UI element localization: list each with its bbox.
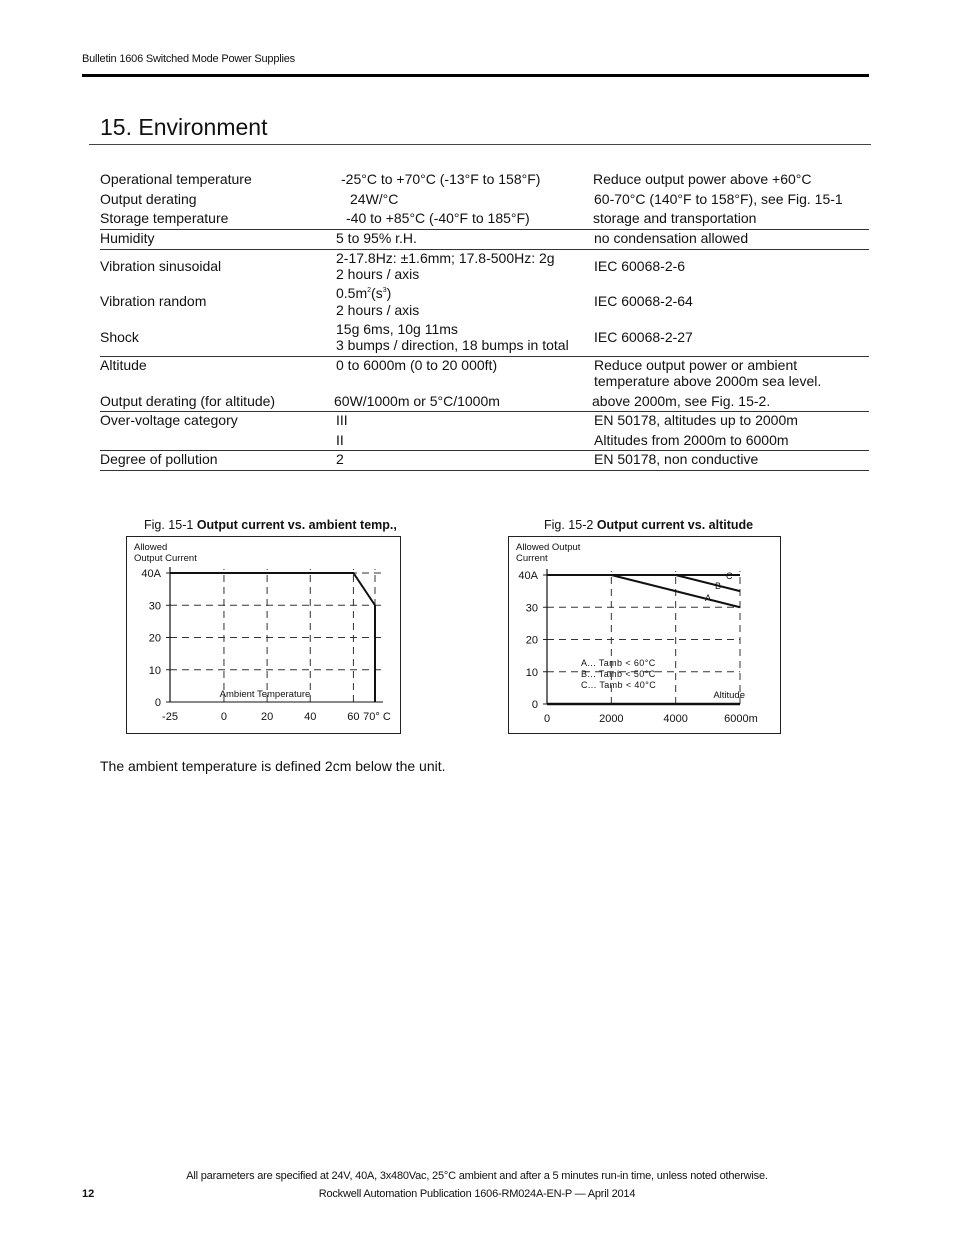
row-label: Vibration sinusoidal — [100, 258, 222, 274]
table-row — [100, 250, 869, 285]
row-label: Altitude — [100, 357, 147, 373]
y-tick-label: 0 — [531, 699, 538, 711]
ambient-note: The ambient temperature is defined 2cm below the unit. — [100, 758, 446, 774]
row-value: 60W/1000m or 5°C/1000m — [334, 393, 500, 409]
row-value: 0 to 6000m (0 to 20 000ft) — [336, 357, 498, 373]
fig2-caption-title: Output current vs. altitude — [596, 518, 754, 532]
footer-note: All parameters are specified at 24V, 40A, 3x480Vac, 25°C ambient and after a 5 minutes run-in time, unless noted otherwise. — [186, 1170, 768, 1182]
y-tick-label: 0 — [154, 697, 161, 709]
series-label-c: C — [726, 571, 733, 581]
fig1-caption — [144, 518, 397, 532]
row-value: 2 — [336, 451, 344, 467]
table-row — [100, 210, 869, 230]
table-row — [100, 357, 869, 393]
row-label: Degree of pollution — [100, 451, 218, 467]
series-line-a — [547, 575, 740, 607]
x-tick-label: 6000m — [724, 713, 758, 725]
fig1-chart-svg — [127, 537, 400, 733]
row-value-line2: 2 hours / axis — [336, 302, 420, 318]
x-tick-label: 60 — [347, 711, 360, 723]
y-tick-label: 20 — [525, 634, 538, 647]
row-value: $0.5m^2(s^3)$ — [336, 285, 392, 301]
y-tick-label: 10 — [525, 666, 538, 679]
table-row — [100, 285, 869, 321]
fig1-chart — [126, 536, 401, 734]
row-note: above 2000m, see Fig. 15-2. — [592, 393, 771, 409]
row-label: Output derating (for altitude) — [100, 393, 276, 409]
row-label: Output derating — [100, 191, 197, 207]
table-row — [100, 451, 869, 471]
row-label: Vibration random — [100, 293, 207, 309]
row-value: -40 to +85°C (-40°F to 185°F) — [346, 210, 530, 226]
y-tick-label: 30 — [525, 602, 538, 615]
row-label: Humidity — [100, 230, 155, 246]
row-note: EN 50178, non conductive — [594, 451, 759, 467]
x-axis-label: Ambient Temperature — [219, 689, 311, 700]
row-label: Operational temperature — [100, 171, 252, 187]
y-tick-label: 40A — [518, 570, 538, 582]
row-value: 24W/°C — [350, 191, 399, 207]
table-row — [100, 432, 869, 451]
table-row — [100, 412, 869, 432]
running-head: Bulletin 1606 Switched Mode Power Supplies — [82, 53, 295, 65]
row-note: Reduce output power or ambient — [594, 357, 798, 373]
x-tick-label: 4000 — [663, 713, 688, 725]
y-axis-label: Output Current — [134, 553, 197, 564]
fig2-chart-svg — [509, 537, 780, 733]
row-value: III — [336, 412, 348, 428]
row-note-line2: temperature above 2000m sea level. — [594, 373, 822, 389]
y-tick-label: 30 — [148, 600, 161, 613]
title-rule — [89, 144, 871, 145]
row-value: 15g 6ms, 10g 11ms — [336, 321, 458, 337]
page-number: 12 — [82, 1188, 95, 1200]
row-value-line2: 3 bumps / direction, 18 bumps in total — [336, 337, 569, 353]
row-note: IEC 60068-2-6 — [594, 258, 686, 274]
header-rule — [82, 74, 869, 77]
y-tick-label: 10 — [148, 664, 161, 677]
footer-publication: Rockwell Automation Publication 1606-RM024A-EN-P — April 2014 — [318, 1188, 636, 1200]
table-row — [100, 321, 869, 357]
y-axis-label: Current — [516, 553, 548, 564]
row-value: II — [336, 432, 344, 448]
table-row — [100, 393, 869, 412]
series-label-a: A — [705, 593, 712, 603]
row-note: storage and transportation — [593, 210, 757, 226]
row-note: IEC 60068-2-64 — [594, 293, 693, 309]
fig2-chart — [508, 536, 781, 734]
row-note: EN 50178, altitudes up to 2000m — [594, 412, 798, 428]
row-note: 60-70°C (140°F to 158°F), see Fig. 15-1 — [594, 191, 843, 207]
row-note: IEC 60068-2-27 — [594, 329, 693, 345]
x-tick-label: -25 — [162, 711, 178, 723]
fig1-caption-title: Output current vs. ambient temp., — [196, 518, 397, 532]
row-note: Altitudes from 2000m to 6000m — [594, 432, 789, 448]
row-value-line2: 2 hours / axis — [336, 266, 420, 282]
x-tick-label: 0 — [220, 711, 228, 723]
y-tick-label: 20 — [148, 632, 161, 645]
fig1-caption-prefix: Fig. 15-1 — [144, 518, 194, 532]
row-value: -25°C to +70°C (-13°F to 158°F) — [341, 171, 541, 187]
y-axis-label: Allowed Output — [516, 542, 581, 553]
row-label: Shock — [100, 329, 139, 345]
section-title: 15. Environment — [100, 114, 268, 140]
row-label: Over-voltage category — [100, 412, 238, 428]
x-tick-label: 20 — [260, 711, 274, 723]
x-axis-label: Altitude — [713, 690, 745, 701]
fig2-caption — [544, 518, 753, 532]
x-tick-label: 0 — [543, 713, 551, 725]
series-label-b: B — [715, 581, 722, 591]
row-value: 2-17.8Hz: ±1.6mm; 17.8-500Hz: 2g — [336, 250, 555, 266]
row-note: Reduce output power above +60°C — [593, 171, 812, 187]
row-note: no condensation allowed — [594, 230, 749, 246]
table-row — [100, 171, 869, 191]
x-tick-label: 40 — [304, 711, 317, 723]
y-tick-label: 40A — [141, 568, 161, 580]
x-tick-label: 2000 — [599, 713, 624, 725]
table-row — [100, 230, 869, 250]
legend-entry: C... Tamb < 40°C — [581, 680, 657, 690]
legend-entry: B... Tamb < 50°C — [581, 669, 656, 679]
x-tick-label: 70° C — [363, 711, 391, 723]
y-axis-label: Allowed — [134, 542, 168, 553]
fig2-caption-prefix: Fig. 15-2 — [544, 518, 594, 532]
table-row — [100, 191, 869, 210]
row-value: 5 to 95% r.H. — [336, 230, 417, 246]
legend-entry: A... Tamb < 60°C — [581, 658, 656, 668]
row-label: Storage temperature — [100, 210, 229, 226]
